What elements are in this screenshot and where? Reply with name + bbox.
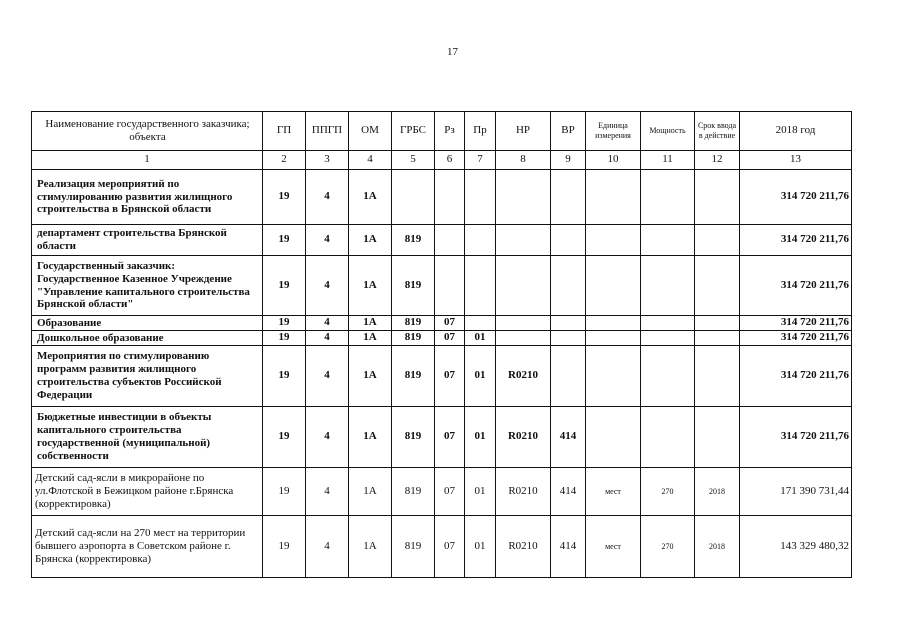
om-cell: 1А [349,225,392,256]
grbs-cell: 819 [392,256,435,316]
capacity-cell: 270 [641,516,695,578]
grbs-cell: 819 [392,516,435,578]
om-cell: 1А [349,346,392,407]
table-row [32,346,852,407]
pr-cell: 01 [465,346,496,407]
grbs-cell: 819 [392,468,435,516]
vr-cell [551,256,586,316]
ppgp-cell: 4 [306,468,349,516]
ppgp-cell: 4 [306,225,349,256]
ppgp-cell: 4 [306,407,349,468]
om-cell: 1А [349,256,392,316]
rz-cell: 07 [435,346,465,407]
unit-cell [586,256,641,316]
header-nr: НР [496,112,551,151]
vr-cell: 414 [551,407,586,468]
table-row [32,170,852,225]
nr-cell: R0210 [496,516,551,578]
pr-cell: 01 [465,468,496,516]
grbs-cell: 819 [392,346,435,407]
header-ppgp: ППГП [306,112,349,151]
pr-cell [465,225,496,256]
pr-cell [465,316,496,331]
header-capacity: Мощность [641,112,695,151]
om-cell: 1А [349,316,392,331]
rz-cell: 07 [435,407,465,468]
unit-cell [586,346,641,407]
row-name-cell: департамент строительства Брянской области [32,225,263,256]
amount-cell: 314 720 211,76 [740,170,852,225]
om-cell: 1А [349,331,392,346]
term-cell [695,225,740,256]
om-cell: 1А [349,468,392,516]
row-name-cell: Реализация мероприятий по стимулированию развития жилищного строительства в Брянской области [32,170,263,225]
term-cell: 2018 [695,468,740,516]
grbs-cell: 819 [392,225,435,256]
gp-cell: 19 [263,407,306,468]
capacity-cell [641,225,695,256]
gp-cell: 19 [263,256,306,316]
ppgp-cell: 4 [306,256,349,316]
amount-cell: 171 390 731,44 [740,468,852,516]
gp-cell: 19 [263,170,306,225]
row-name-cell: Бюджетные инвестиции в объекты капитального строительства государственной (муниципальной) собственности [32,407,263,468]
column-number: 9 [551,151,586,170]
header-grbs: ГРБС [392,112,435,151]
term-cell [695,316,740,331]
vr-cell: 414 [551,468,586,516]
column-number-row [32,151,852,170]
nr-cell: R0210 [496,346,551,407]
row-name-cell: Детский сад-ясли в микрорайоне по ул.Флотской в Бежицком районе г.Брянска (корректировка) [32,468,263,516]
rz-cell: 07 [435,516,465,578]
column-number: 11 [641,151,695,170]
term-cell: 2018 [695,516,740,578]
unit-cell [586,225,641,256]
page-number: 17 [447,46,458,58]
vr-cell [551,331,586,346]
budget-table [31,111,852,578]
column-number: 2 [263,151,306,170]
om-cell: 1А [349,516,392,578]
column-number: 5 [392,151,435,170]
capacity-cell [641,331,695,346]
nr-cell [496,225,551,256]
gp-cell: 19 [263,468,306,516]
term-cell [695,346,740,407]
unit-cell [586,170,641,225]
term-cell [695,407,740,468]
unit-cell: мест [586,468,641,516]
rz-cell [435,225,465,256]
amount-cell: 314 720 211,76 [740,331,852,346]
table-row [32,256,852,316]
capacity-cell [641,170,695,225]
row-name-cell: Образование [32,316,263,331]
amount-cell: 314 720 211,76 [740,256,852,316]
header-vr: ВР [551,112,586,151]
ppgp-cell: 4 [306,516,349,578]
table-row [32,468,852,516]
row-name-cell: Мероприятия по стимулированию программ развития жилищного строительства субъектов Российской Федерации [32,346,263,407]
column-number: 12 [695,151,740,170]
header-year: 2018 год [740,112,852,151]
unit-cell [586,407,641,468]
pr-cell [465,256,496,316]
unit-cell [586,331,641,346]
column-number: 7 [465,151,496,170]
column-number: 6 [435,151,465,170]
pr-cell: 01 [465,516,496,578]
pr-cell: 01 [465,331,496,346]
vr-cell [551,225,586,256]
capacity-cell [641,316,695,331]
row-name-cell: Детский сад-ясли на 270 мест на территории бывшего аэропорта в Советском районе г. Брянска (корректировка) [32,516,263,578]
column-number: 4 [349,151,392,170]
rz-cell: 07 [435,316,465,331]
term-cell [695,256,740,316]
column-number: 13 [740,151,852,170]
unit-cell: мест [586,516,641,578]
nr-cell [496,170,551,225]
table-row [32,225,852,256]
capacity-cell [641,256,695,316]
pr-cell [465,170,496,225]
pr-cell: 01 [465,407,496,468]
rz-cell [435,170,465,225]
gp-cell: 19 [263,516,306,578]
vr-cell [551,170,586,225]
vr-cell [551,346,586,407]
grbs-cell: 819 [392,331,435,346]
unit-cell [586,316,641,331]
header-row [32,112,852,151]
header-rz: Рз [435,112,465,151]
table-row [32,331,852,346]
gp-cell: 19 [263,225,306,256]
vr-cell: 414 [551,516,586,578]
header-om: ОМ [349,112,392,151]
row-name-cell: Дошкольное образование [32,331,263,346]
header-unit: Единица измерения [586,112,641,151]
grbs-cell [392,170,435,225]
column-number: 8 [496,151,551,170]
ppgp-cell: 4 [306,170,349,225]
gp-cell: 19 [263,331,306,346]
table-row [32,316,852,331]
header-name: Наименование государственного заказчика; объекта [32,112,263,151]
term-cell [695,331,740,346]
table-row [32,407,852,468]
nr-cell: R0210 [496,468,551,516]
ppgp-cell: 4 [306,316,349,331]
header-term: Срок ввода в действие [695,112,740,151]
capacity-cell [641,407,695,468]
rz-cell: 07 [435,331,465,346]
column-number: 10 [586,151,641,170]
nr-cell [496,256,551,316]
ppgp-cell: 4 [306,346,349,407]
rz-cell [435,256,465,316]
term-cell [695,170,740,225]
nr-cell: R0210 [496,407,551,468]
gp-cell: 19 [263,316,306,331]
amount-cell: 314 720 211,76 [740,407,852,468]
grbs-cell: 819 [392,316,435,331]
om-cell: 1А [349,170,392,225]
gp-cell: 19 [263,346,306,407]
vr-cell [551,316,586,331]
capacity-cell [641,346,695,407]
nr-cell [496,316,551,331]
grbs-cell: 819 [392,407,435,468]
om-cell: 1А [349,407,392,468]
nr-cell [496,331,551,346]
capacity-cell: 270 [641,468,695,516]
ppgp-cell: 4 [306,331,349,346]
rz-cell: 07 [435,468,465,516]
row-name-cell: Государственный заказчик: Государственное Казенное Учреждение "Управление капитального строительства Брянской области" [32,256,263,316]
header-pr: Пр [465,112,496,151]
amount-cell: 314 720 211,76 [740,346,852,407]
amount-cell: 314 720 211,76 [740,316,852,331]
table-row [32,516,852,578]
amount-cell: 314 720 211,76 [740,225,852,256]
header-gp: ГП [263,112,306,151]
amount-cell: 143 329 480,32 [740,516,852,578]
column-number: 1 [32,151,263,170]
column-number: 3 [306,151,349,170]
